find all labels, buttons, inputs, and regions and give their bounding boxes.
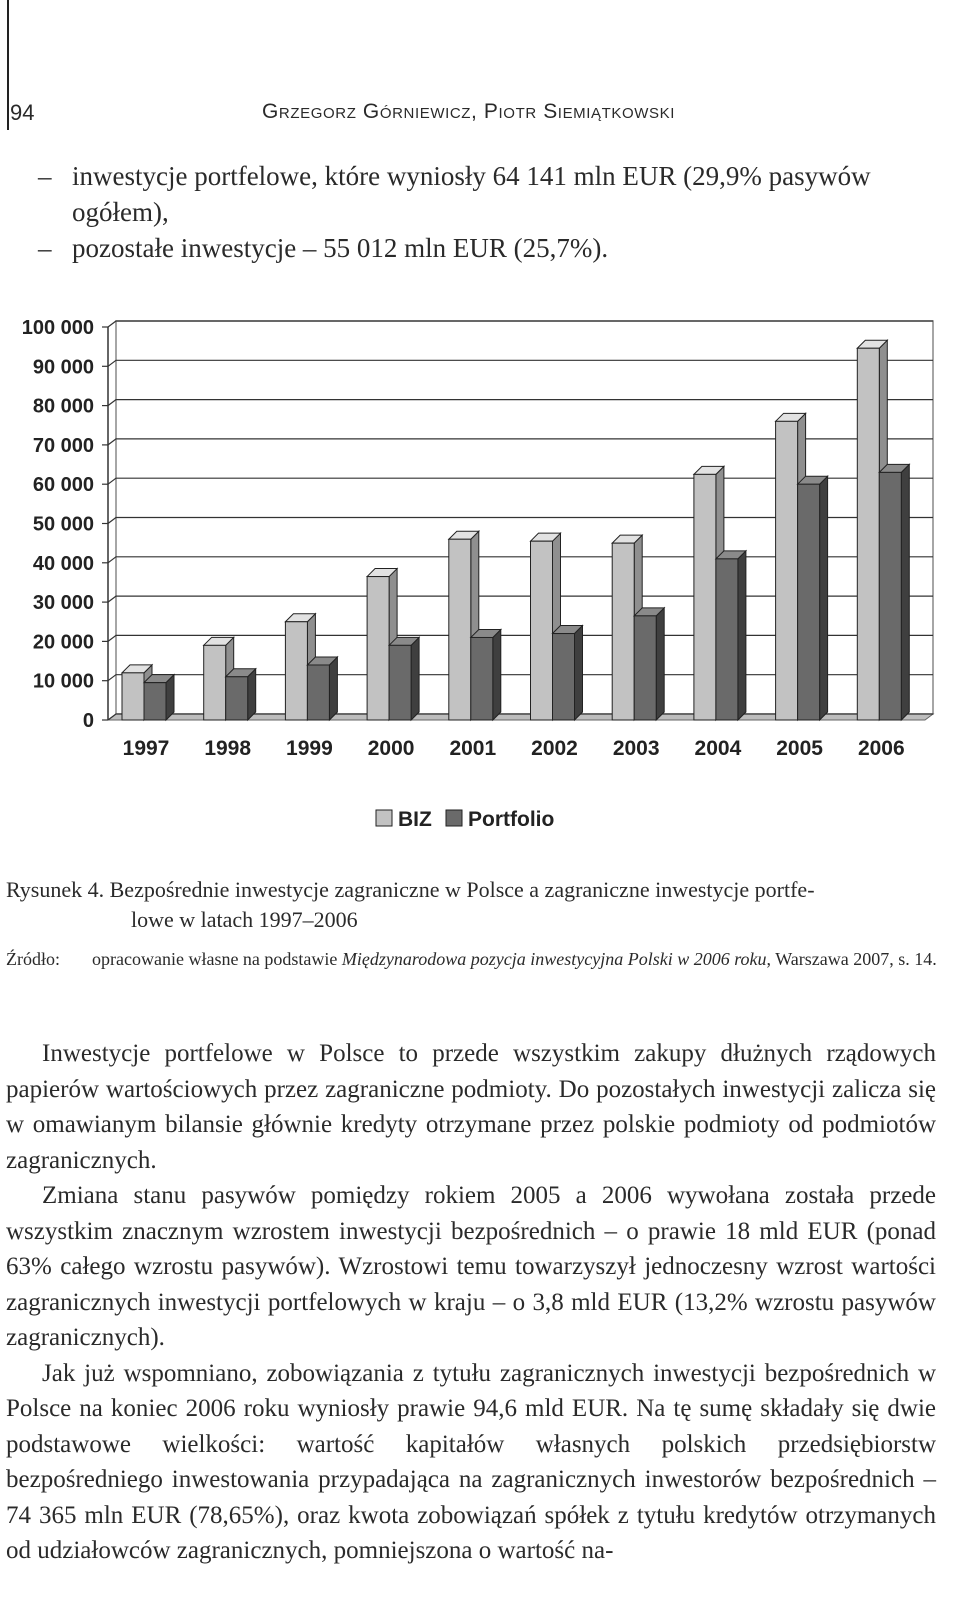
- bar-side: [820, 476, 828, 720]
- source-prefix: opracowanie własne na podstawie: [92, 949, 342, 969]
- y-tick-label: 80 000: [32, 395, 94, 418]
- bar: [879, 472, 901, 720]
- bar-side: [248, 669, 256, 720]
- y-tick-label: 50 000: [32, 513, 94, 536]
- bar-side: [738, 551, 746, 720]
- bar: [857, 348, 879, 720]
- bar-side: [901, 464, 909, 720]
- x-tick-label: 1999: [286, 737, 333, 760]
- list-item: [38, 230, 938, 266]
- bar: [285, 622, 307, 720]
- figure-label: Rysunek 4.: [6, 877, 105, 902]
- legend-label: Portfolio: [468, 808, 555, 831]
- chart-legend: [376, 808, 554, 831]
- y-tick-label: 30 000: [32, 592, 94, 615]
- source-title: Międzynarodowa pozycja inwestycyjna Polski w 2006 roku: [341, 949, 767, 969]
- bar: [449, 539, 471, 720]
- bar: [776, 421, 798, 720]
- bullet-list: [38, 158, 938, 266]
- bar: [204, 645, 226, 720]
- bullet-dash: –: [38, 161, 52, 191]
- paragraph: Zmiana stanu pasywów pomiędzy rokiem 2005 a 2006 wywołana została przede wszystkim znacznym wzrostem inwestycji bezpośrednich – o prawie 18 mld EUR (ponad 63% całego wzrostu pasywów). Wzrostowi temu towarzyszył jednoczesny wzrost wartości zagranicznych inwestycji portfelowych w kraju – o 3,8 mld EUR (13,2% wzrostu pasywów zagranicznych).: [6, 1182, 936, 1351]
- y-tick-label: 60 000: [32, 474, 94, 497]
- bar: [307, 665, 329, 720]
- bar-side: [656, 608, 664, 720]
- x-tick-label: 2003: [612, 737, 660, 760]
- gridline: [108, 400, 933, 406]
- source-text: [6, 945, 941, 973]
- chart-bars: [122, 340, 909, 720]
- bullet-dash: –: [38, 233, 52, 263]
- figure-caption-line-1: Bezpośrednie inwestycje zagraniczne w Polsce a zagraniczne inwestycje portfe-: [109, 877, 815, 902]
- bar: [634, 616, 656, 720]
- paragraph: Jak już wspomniano, zobowiązania z tytułu zagranicznych inwestycji bezpośrednich w Polsce na koniec 2006 roku wyniosły prawie 94,6 mld EUR. Na tę sumę składały się dwie podstawowe wielkości: wartość kapitałów własnych polskich przedsiębiorstw bezpośredniego inwestowania przypadająca na zagranicznych inwestorów bezpośrednich – 74 365 mln EUR (78,65%), oraz kwota zobowiązań spółek z tytułu kredytów otrzymanych od udziałowców zagranicznych, pomniejszona o wartość na-: [6, 1359, 936, 1564]
- gridline: [108, 360, 933, 366]
- legend-swatch: [376, 810, 392, 826]
- x-axis: [123, 737, 905, 760]
- x-tick-label: 2000: [367, 737, 415, 760]
- y-tick-label: 40 000: [32, 552, 94, 575]
- x-tick-label: 2005: [776, 737, 823, 760]
- gridline: [108, 321, 933, 327]
- bar: [716, 559, 738, 720]
- legend-label: BIZ: [398, 808, 432, 831]
- gridline: [108, 439, 933, 445]
- legend-swatch: [446, 810, 462, 826]
- y-axis: [22, 317, 108, 732]
- bar-side: [329, 657, 337, 720]
- page-number: 94: [10, 100, 35, 125]
- source-label: Źródło:: [6, 949, 60, 969]
- x-tick-label: 2002: [531, 737, 578, 760]
- bar-side: [411, 637, 419, 720]
- figure-source: [6, 945, 941, 973]
- source-suffix: , Warszawa 2007, s. 14.: [766, 949, 937, 969]
- x-tick-label: 1997: [122, 737, 170, 760]
- bar: [144, 683, 166, 720]
- page-margin-rule: [7, 0, 9, 130]
- bar-chart: [0, 310, 960, 870]
- x-tick-label: 2001: [449, 737, 497, 760]
- running-head: Grzegorz Górniewicz, Piotr Siemiątkowski: [262, 100, 676, 123]
- bar: [226, 677, 248, 720]
- y-tick-label: 0: [82, 710, 94, 732]
- bar: [122, 673, 144, 720]
- bar: [553, 634, 575, 720]
- bar-side: [493, 629, 501, 720]
- bar: [612, 543, 634, 720]
- bar: [694, 474, 716, 720]
- figure-caption: [6, 875, 936, 935]
- figure-caption-line-2: lowe w latach 1997–2006: [131, 907, 358, 932]
- body-text: [6, 1036, 936, 1569]
- bar: [367, 577, 389, 720]
- bar: [798, 484, 820, 720]
- bar-side: [575, 626, 583, 720]
- bullet-text: inwestycje portfelowe, które wyniosły 64 141 mln EUR (29,9% pasywów ogółem),: [72, 161, 871, 227]
- y-tick-label: 90 000: [32, 356, 94, 379]
- x-tick-label: 2006: [857, 737, 905, 760]
- y-tick-label: 70 000: [32, 434, 94, 457]
- x-tick-label: 2004: [694, 737, 742, 760]
- bullet-text: pozostałe inwestycje – 55 012 mln EUR (25,7%).: [72, 233, 609, 263]
- paragraph: Inwestycje portfelowe w Polsce to przede wszystkim zakupy dłużnych rządowych papierów wartościowych przez zagraniczne podmioty. Do pozostałych inwestycji zalicza się w omawianym bilansie głównie kredyty otrzymane przez polskie podmioty od podmiotów zagranicznych.: [6, 1040, 936, 1174]
- bar: [531, 541, 553, 720]
- list-item: [38, 158, 938, 230]
- bar: [471, 637, 493, 720]
- y-tick-label: 20 000: [32, 631, 94, 654]
- bar: [389, 645, 411, 720]
- x-tick-label: 1998: [204, 737, 252, 760]
- y-tick-label: 100 000: [21, 317, 94, 339]
- y-tick-label: 10 000: [32, 670, 94, 693]
